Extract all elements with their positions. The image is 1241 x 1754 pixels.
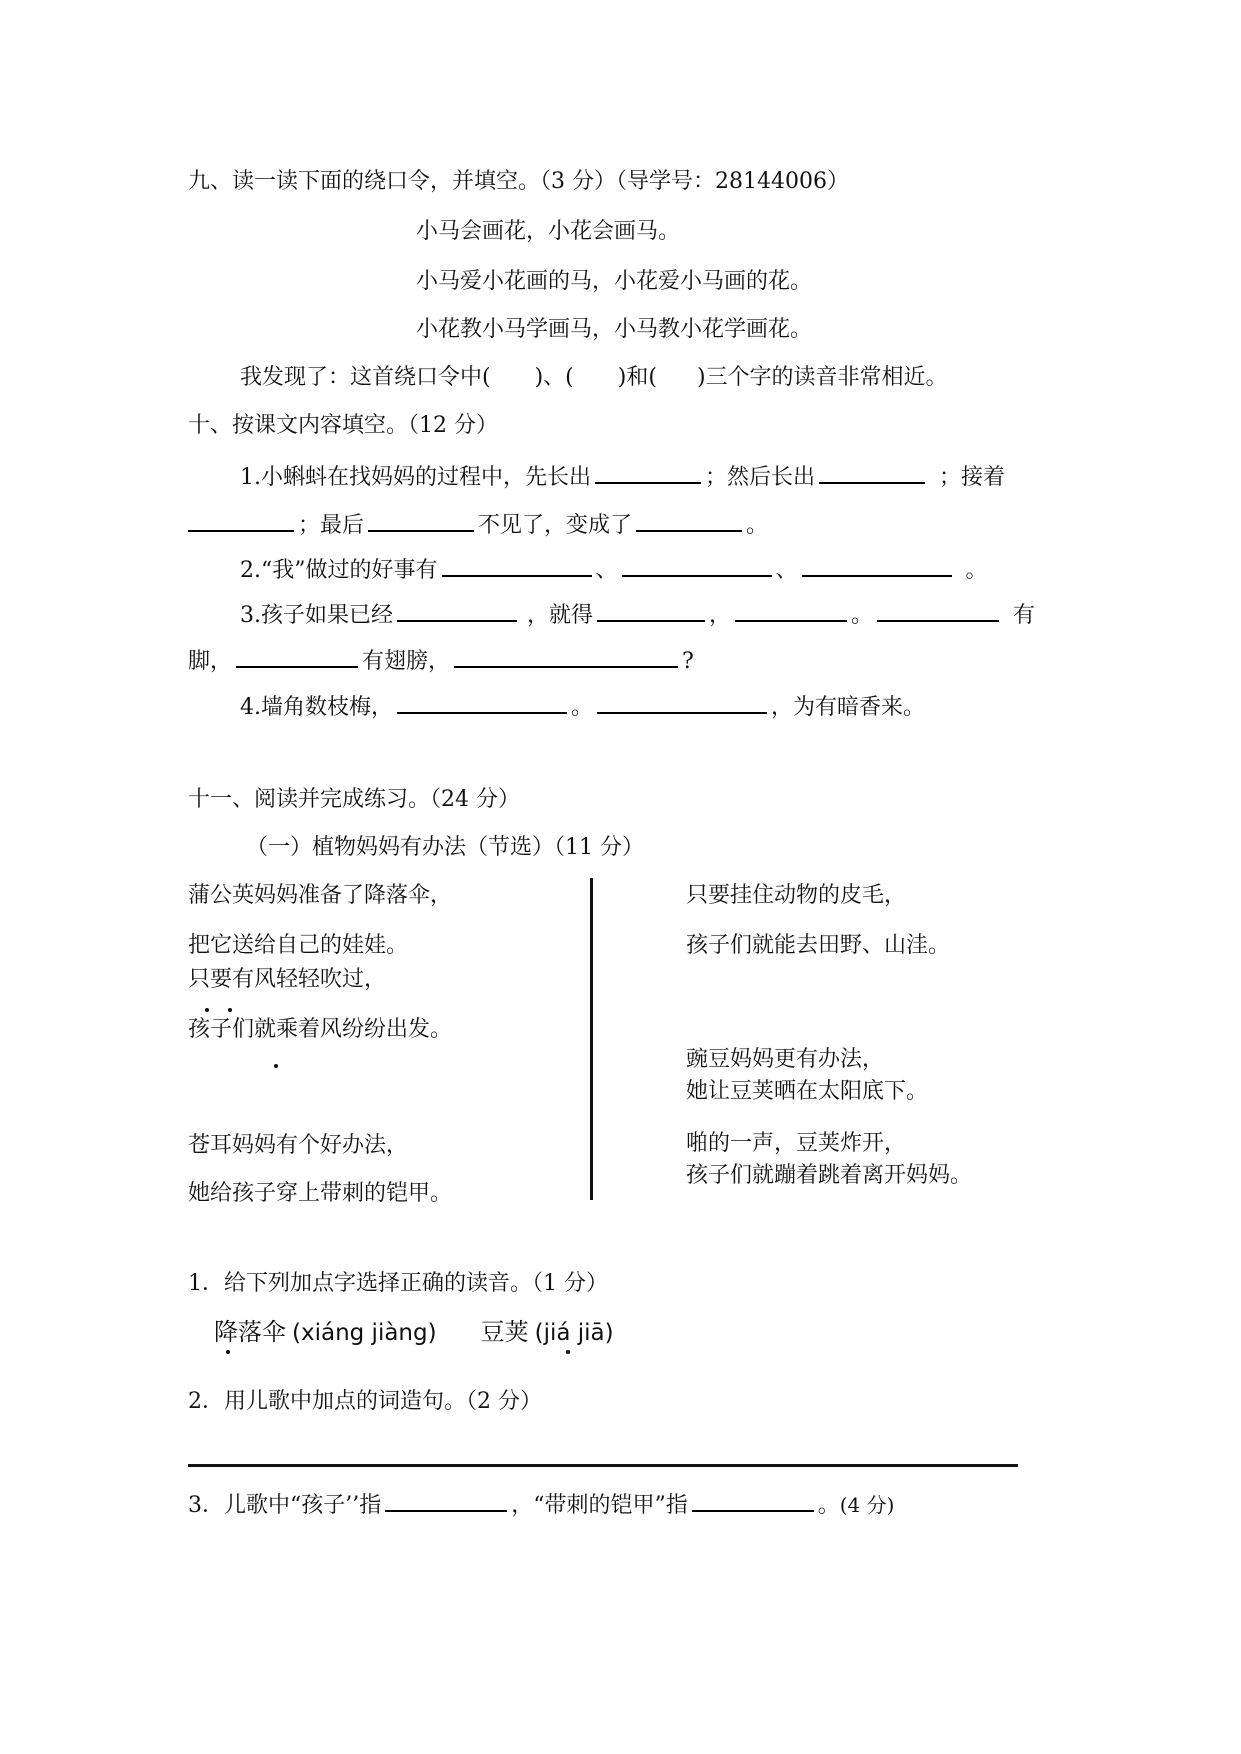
poem-right-line-2: 孩子们就能去田野、山洼。 [686,933,951,958]
poem-left-line-1: 蒲公英妈妈准备了降落伞， [188,883,453,908]
q10-2 [240,553,988,585]
q11-1-word-1: 降落伞 [214,1318,286,1346]
q10-4-blank-2[interactable] [597,690,767,714]
q10-4-a: 4.墙角数枝梅， [240,695,393,720]
poem-right-line-3: 豌豆妈妈更有办法， [686,1047,885,1072]
section10-title: 十、按课文内容填空。（12 分） [188,413,498,438]
emphasis-dot [205,1008,209,1012]
q10-2-b: 、 [595,558,618,583]
q10-2-blank-2[interactable] [622,553,772,577]
q10-2-blank-1[interactable] [442,553,592,577]
q10-3-h: ? [682,649,694,674]
poem-line-2: 小马爱小花画的马，小花爱小马画的花。 [416,269,813,294]
q10-3-d: 。 [851,603,874,628]
q9-sep-1: )、( [534,365,574,390]
q10-3-blank-5[interactable] [236,644,358,668]
q10-3-g: 有翅膀， [362,649,451,674]
q10-3-e: 有 [1013,603,1036,628]
q11-3 [188,1488,894,1520]
column-divider [590,878,593,1200]
poem-right-line-5: 啪的一声，豆荚炸开， [686,1131,907,1156]
q10-1-line2 [188,508,768,540]
q10-4-b: 。 [571,695,594,720]
q11-1-options [214,1318,614,1348]
q9-prefix: 我发现了：这首绕口令中( [240,365,491,390]
q10-4-blank-1[interactable] [397,690,567,714]
q11-1-label: 1．给下列加点字选择正确的读音。（1 分） [188,1271,608,1296]
poem-left-line-5: 苍耳妈妈有个好办法， [188,1133,409,1158]
q10-1-blank-5[interactable] [636,508,742,532]
q10-1-blank-2[interactable] [819,460,925,484]
q11-3-score: (4 分) [839,1493,895,1517]
q11-1-pinyin-2[interactable]: (jiá jiā) [534,1320,614,1346]
q10-4-c: ，为有暗香来。 [771,695,926,720]
emphasis-dot [274,1064,278,1068]
q10-3-blank-1[interactable] [397,598,517,622]
q10-3-a: 3.孩子如果已经 [240,603,393,628]
q11-1-word-2: 豆荚 [480,1318,529,1346]
answer-line[interactable] [188,1464,1018,1467]
q10-4 [240,690,925,722]
q9-sep-2: )和( [617,365,657,390]
q10-2-a: 2.“我”做过的好事有 [240,558,438,583]
poem-left-line-6: 她给孩子穿上带刺的铠甲。 [188,1181,453,1206]
emphasis-dot [566,1350,570,1354]
q10-1-blank-4[interactable] [368,508,474,532]
q11-3-c: 。 [817,1493,840,1518]
q10-1-f: 。 [746,513,769,538]
q10-1-d: ；最后 [298,513,365,538]
q11-3-blank-1[interactable] [385,1488,507,1512]
q10-1-blank-1[interactable] [595,460,701,484]
q11-3-blank-2[interactable] [692,1488,814,1512]
section9-question [240,364,948,392]
poem-line-1: 小马会画花，小花会画马。 [416,219,681,244]
q10-3-c: ， [709,603,732,628]
q10-1-b: ；然后长出 [705,465,816,490]
poem-left-line-3: 只要有风轻轻吹过， [188,967,387,992]
q10-3-blank-3[interactable] [735,598,847,622]
poem-left-line-2: 把它送给自己的娃娃。 [188,933,409,958]
emphasis-dot [226,1350,230,1354]
q10-3-blank-2[interactable] [597,598,705,622]
q10-1-e: 不见了，变成了 [478,513,633,538]
q9-suffix: )三个字的读音非常相近。 [696,365,948,390]
section11-title: 十一、阅读并完成练习。（24 分） [188,787,520,812]
q10-2-blank-3[interactable] [802,553,952,577]
poem-right-line-6: 孩子们就蹦着跳着离开妈妈。 [686,1163,973,1188]
q10-3-f: 脚， [188,649,233,674]
q10-1-blank-3[interactable] [188,508,294,532]
emphasis-dot [228,1008,232,1012]
q11-2-label: 2．用儿歌中加点的词造句。（2 分） [188,1389,542,1414]
q11-3-b: ，“带刺的铠甲”指 [511,1493,688,1518]
poem-right-line-1: 只要挂住动物的皮毛， [686,883,907,908]
q10-2-d: 。 [965,558,988,583]
q10-3-blank-6[interactable] [454,644,678,668]
q10-3-line2 [188,644,694,676]
q11-1-pinyin-1[interactable]: (xiáng jiàng) [292,1320,437,1346]
poem-right-line-4: 她让豆荚晒在太阳底下。 [686,1079,929,1104]
q10-3-blank-4[interactable] [877,598,999,622]
section9-title: 九、读一读下面的绕口令，并填空。（3 分）（导学号：28144006） [188,169,849,194]
q10-2-c: 、 [775,558,798,583]
q10-1-c: ；接着 [939,465,1006,490]
q11-3-a: 3．儿歌中“孩子’’指 [188,1493,382,1518]
q10-3-line1 [240,598,1035,630]
poem-left-line-4: 孩子们就乘着风纷纷出发。 [188,1017,453,1042]
q10-1-line1 [240,460,1005,492]
q10-1-a: 1.小蝌蚪在找妈妈的过程中，先长出 [240,465,591,490]
poem-line-3: 小花教小马学画马，小马教小花学画花。 [416,317,813,342]
section11-subtitle: （一）植物妈妈有办法（节选）（11 分） [246,835,644,860]
q10-3-b: ，就得 [527,603,594,628]
